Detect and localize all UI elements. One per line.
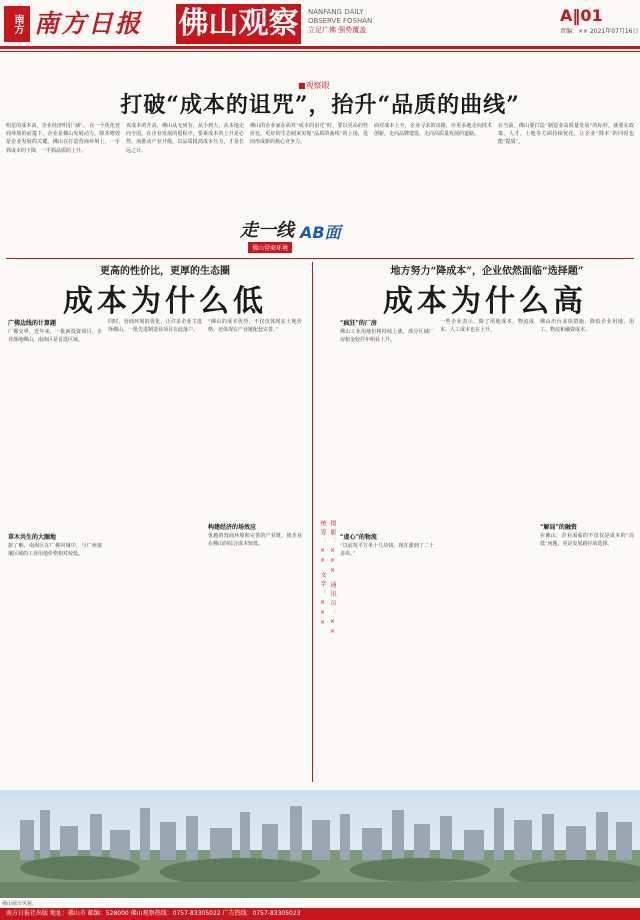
right-paragraph-3: 一些企业表示，除了用地成本，物流成本、人工成本也在上升。 xyxy=(440,319,534,334)
right-subhead-2: “虚心”的物流 xyxy=(340,534,377,541)
left-paragraph-1: 广佛交界，近年来，一批新投资项目，企业落地佛山，南海区是首选区域。 xyxy=(8,329,102,344)
badge-text-3: 佛山营商环境 xyxy=(248,242,292,253)
footer-text: 南方日报社出版 地址：佛山市 邮编：528000 佛山观察热线：0757-83305022 广告热线：0757-83305023 xyxy=(6,910,301,917)
footer-bar xyxy=(0,908,640,920)
paper-name: 南方日报 xyxy=(34,9,143,38)
main-headline: 打破“成本的诅咒”，抬升“品质的曲线” xyxy=(120,92,520,118)
right-article-subtitle: 地方努力“降成本”，企业依然面临“选择题” xyxy=(390,266,584,277)
divider-rule xyxy=(6,258,634,259)
page-number: A‖01 xyxy=(560,6,603,25)
editor-date: 责编：×× 2021年07月16日 xyxy=(560,28,639,35)
kicker: ■观察眼 xyxy=(298,81,330,90)
left-paragraph-3: 同时，营商环境的优化，让许多企业主选择佛山，一批先进制造业项目在此落户。 xyxy=(108,319,202,334)
left-paragraph-4: “佛山的成本优势，不仅仅体现在土地价格，还体现在产业链配套完善。” xyxy=(208,319,302,334)
newspaper-logo: 南方 xyxy=(4,6,30,42)
center-divider xyxy=(312,262,313,782)
intro-column-4: 面对成本上升，企业寻求的出路，应更多地走向技术创新，走向品牌建设，走向高质量发展的道路。 xyxy=(374,123,492,138)
left-paragraph-2: 据了解，南海区在广佛同城中，与广州接壤区域的工业用地价格相对较低。 xyxy=(8,543,102,558)
intro-column-1: 明星的成本高，企业经济明星“减”。 在一个优化营商环境的前提下，企业是佛山发展动力，降本增效是企业发展的关键。佛山在打造营商环境上，一手抓成本的下降，一手抓品质的上升。 xyxy=(6,123,120,154)
right-subhead-3: “解局”的融资 xyxy=(540,524,577,531)
right-article-title: 成本为什么高 xyxy=(383,284,587,319)
slogan: 立足广佛 强势覆盖 xyxy=(308,26,367,34)
city-skyline-photo xyxy=(0,790,640,898)
left-article-title: 成本为什么低 xyxy=(63,284,267,319)
reporters-left: 统筹：×× 文字：××× xyxy=(319,520,326,629)
right-paragraph-2: “以前每平方米十几块钱，现在涨到了二十多块。” xyxy=(340,543,434,558)
english-name-line2: OBSERVE FOSHAN xyxy=(308,17,373,25)
skyline-illustration xyxy=(0,790,640,898)
left-subhead-3: 构建经济的场效应 xyxy=(208,524,257,531)
left-subhead-2: 草木共生的大圈地 xyxy=(8,534,57,541)
section-badge xyxy=(240,216,370,256)
photo-caption: 佛山城市风貌。 xyxy=(2,901,38,907)
left-subhead-1: 广佛边线的计算题 xyxy=(8,320,57,327)
left-paragraph-5: 优越的营商环境和完善的产业链，使企业在佛山的综合成本较低。 xyxy=(208,533,302,548)
masthead-rule xyxy=(0,46,640,49)
section-name: 佛山观察 xyxy=(176,4,301,44)
intro-column-2: 该成本的升高，佛山从无到有，从小到大，从本地走向全国。在企业发展的进程中，要素成本的上升是必然，而推动产业升级，以品质抵消成本压力，才是长远之计。 xyxy=(126,123,244,154)
english-name xyxy=(308,8,398,35)
right-paragraph-4: 佛山出台多项措施，降低企业用地、用工、物流和融资成本。 xyxy=(540,319,634,334)
left-article-subtitle: 更高的性价比，更厚的生态圈 xyxy=(100,266,230,277)
intro-column-5: 在当前，佛山要打造“制造业高质量发展”的标杆，就要在政策、人才、土地等方面持续优化，让企业“降本”的同时也能“提质”。 xyxy=(498,123,634,146)
english-name-line1: NANFANG DAILY xyxy=(308,8,364,16)
right-paragraph-5: 在佛山，企业面临的不仅仅是成本的“高低”问题，更是发展路径的选择。 xyxy=(540,533,634,548)
right-subhead-1: “疯狂”的厂房 xyxy=(340,320,377,327)
right-paragraph-1: 佛山工业用地价格持续上涨，部分区域厂房租金较往年明显上升。 xyxy=(340,329,434,344)
masthead-rule-thin xyxy=(0,51,640,52)
intro-column-3: 佛山的企业家在面对“成本的诅咒”时，要以更高的性价比、更好的生态圈来实现“品质的曲线”的上扬，进而形成新的核心竞争力。 xyxy=(250,123,368,146)
badge-text-2: AB面 xyxy=(300,223,341,242)
reporters-right: 摄影：××× 通讯员：×× xyxy=(329,520,336,638)
badge-text-1: 走一线 xyxy=(240,220,294,241)
